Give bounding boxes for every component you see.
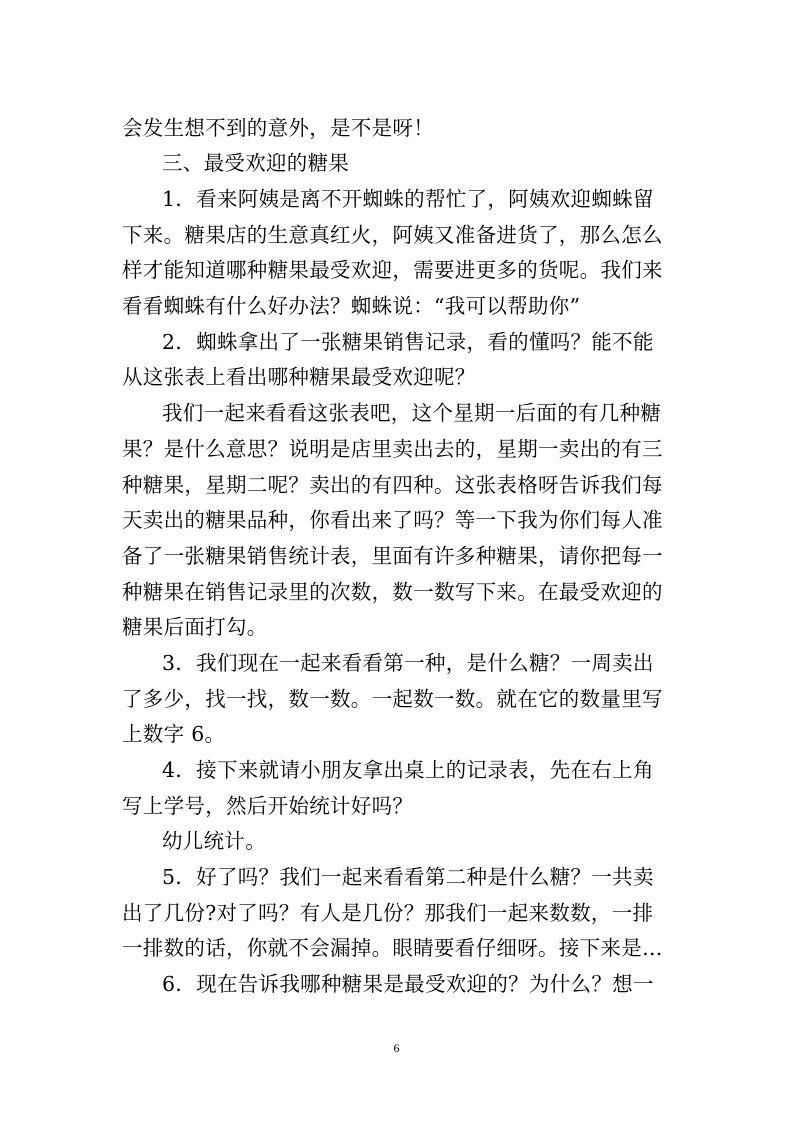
text-line: 一排数的话，你就不会漏掉。眼睛要看仔细呀。接下来是… [122, 936, 663, 960]
text-line: 幼儿统计。 [162, 829, 266, 853]
text-line: 写上学号，然后开始统计好吗？ [122, 794, 414, 818]
section-heading: 三、最受欢迎的糖果 [162, 151, 350, 175]
text-line: 看看蜘蛛有什么好办法？蜘蛛说：“我可以帮助你” [122, 294, 581, 318]
text-line: 备了一张糖果销售统计表，里面有许多种糖果，请你把每一 [122, 544, 663, 568]
text-line: 从这张表上看出哪种糖果最受欢迎呢？ [122, 365, 476, 389]
text-line: 出了几份?对了吗？有人是几份？那我们一起来数数，一排 [122, 901, 654, 925]
text-line: 2．蜘蛛拿出了一张糖果销售记录，看的懂吗？能不能 [162, 330, 654, 354]
text-line: 4．接下来就请小朋友拿出桌上的记录表，先在右上角 [162, 758, 654, 782]
text-line: 3．我们现在一起来看看第一种，是什么糖？一周卖出 [162, 651, 654, 675]
text-line: 会发生想不到的意外，是不是呀！ [122, 116, 434, 140]
text-line: 5．好了吗？我们一起来看看第二种是什么糖？一共卖 [162, 865, 654, 889]
page-number: 6 [393, 1041, 400, 1055]
text-line: 果？是什么意思？说明是店里卖出去的，星期一卖出的有三 [122, 437, 663, 461]
text-line: 天卖出的糖果品种，你看出来了吗？等一下我为你们每人准 [122, 508, 663, 532]
text-line: 糖果后面打勾。 [122, 615, 268, 639]
text-line: 6．现在告诉我哪种糖果是最受欢迎的？为什么？想一 [162, 972, 654, 996]
text-line: 下来。糖果店的生意真红火，阿姨又准备进货了，那么怎么 [122, 223, 663, 247]
text-line: 样才能知道哪种糖果最受欢迎，需要进更多的货呢。我们来 [122, 258, 663, 282]
text-line: 我们一起来看看这张表吧，这个星期一后面的有几种糖 [162, 401, 662, 425]
text-line: 种糖果在销售记录里的次数，数一数写下来。在最受欢迎的 [122, 580, 663, 604]
text-line: 1．看来阿姨是离不开蜘蛛的帮忙了，阿姨欢迎蜘蛛留 [162, 187, 654, 211]
text-line: 种糖果，星期二呢？卖出的有四种。这张表格呀告诉我们每 [122, 473, 663, 497]
text-line: 了多少，找一找，数一数。一起数一数。就在它的数量里写 [122, 687, 663, 711]
text-line: 上数字 6。 [122, 722, 226, 746]
